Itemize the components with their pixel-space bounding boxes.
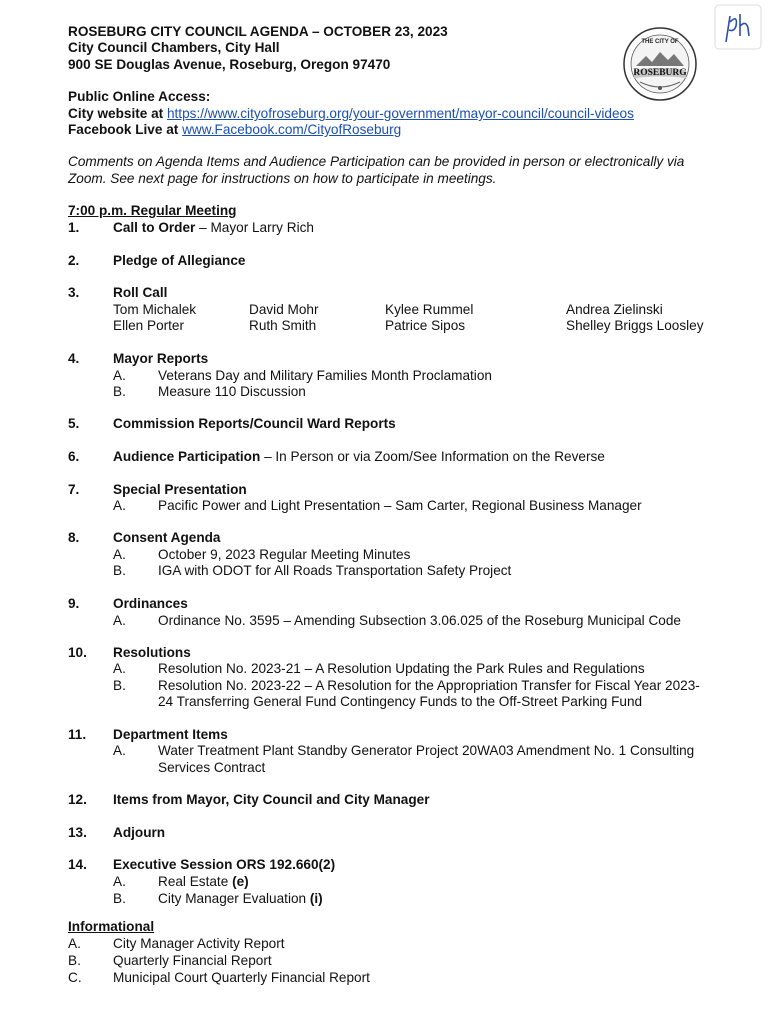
- sub-letter: A.: [113, 661, 126, 676]
- agenda-item-special-presentation: Special Presentation: [113, 482, 247, 497]
- item-detail: – Mayor Larry Rich: [195, 220, 314, 235]
- item-number: 13.: [68, 825, 87, 840]
- info-item: Quarterly Financial Report: [113, 953, 272, 968]
- agenda-item-commission-reports: Commission Reports/Council Ward Reports: [113, 416, 396, 431]
- info-item: City Manager Activity Report: [113, 936, 285, 951]
- item-number: 7.: [68, 482, 80, 497]
- ors-code: (i): [309, 891, 323, 906]
- council-member: Patrice Sipos: [385, 318, 466, 333]
- sub-item-continued: Services Contract: [158, 760, 266, 775]
- agenda-item-adjourn: Adjourn: [113, 825, 166, 840]
- facebook-label: Facebook Live at: [68, 122, 183, 137]
- sub-item-continued: 24 Transferring General Fund Contingency Funds to the Off-Street Parking Fund: [158, 694, 643, 709]
- sub-letter: A.: [113, 743, 126, 758]
- sub-letter: A.: [68, 936, 81, 951]
- svg-text:ROSEBURG: ROSEBURG: [633, 68, 687, 78]
- sub-item: [158, 874, 249, 889]
- council-member: Ellen Porter: [113, 318, 185, 333]
- info-item: Municipal Court Quarterly Financial Report: [113, 970, 370, 985]
- sub-letter: B.: [113, 891, 126, 906]
- item-number: 3.: [68, 285, 80, 300]
- sub-item: IGA with ODOT for All Roads Transportation Safety Project: [158, 563, 512, 578]
- sub-item: Water Treatment Plant Standby Generator Project 20WA03 Amendment No. 1 Consulting: [158, 743, 695, 758]
- meeting-address: 900 SE Douglas Avenue, Roseburg, Oregon 97470: [68, 57, 391, 72]
- sub-letter: C.: [68, 970, 82, 985]
- sub-item: Veterans Day and Military Families Month Proclamation: [158, 368, 492, 383]
- sub-letter: B.: [113, 384, 126, 399]
- website-line: [68, 106, 634, 121]
- sub-item-text: Real Estate: [158, 874, 233, 889]
- comments-line-1: Comments on Agenda Items and Audience Participation can be provided in person or electronically via: [68, 154, 685, 169]
- city-seal-logo: [622, 26, 698, 102]
- online-access-heading: Public Online Access:: [68, 89, 211, 104]
- sub-item: Resolution No. 2023-22 – A Resolution for the Appropriation Transfer for Fiscal Year 2023-: [158, 678, 700, 693]
- council-member: Shelley Briggs Loosley: [566, 318, 704, 333]
- sub-item: Ordinance No. 3595 – Amending Subsection 3.06.025 of the Roseburg Municipal Code: [158, 613, 681, 628]
- sub-item: Resolution No. 2023-21 – A Resolution Updating the Park Rules and Regulations: [158, 661, 645, 676]
- sub-letter: A.: [113, 874, 126, 889]
- agenda-item-pledge: Pledge of Allegiance: [113, 253, 246, 268]
- informational-heading: Informational: [68, 919, 155, 934]
- item-number: 10.: [68, 645, 87, 660]
- agenda-item-consent-agenda: Consent Agenda: [113, 530, 221, 545]
- sub-letter: A.: [113, 547, 126, 562]
- website-label: City website at: [68, 106, 167, 121]
- sub-item: October 9, 2023 Regular Meeting Minutes: [158, 547, 411, 562]
- council-member: Kylee Rummel: [385, 302, 474, 317]
- item-number: 2.: [68, 253, 80, 268]
- sub-item: Pacific Power and Light Presentation – Sam Carter, Regional Business Manager: [158, 498, 642, 513]
- sub-letter: A.: [113, 368, 126, 383]
- council-member: Andrea Zielinski: [566, 302, 663, 317]
- item-number: 1.: [68, 220, 80, 235]
- item-number: 5.: [68, 416, 80, 431]
- item-number: 4.: [68, 351, 80, 366]
- agenda-item-items-from-mayor: Items from Mayor, City Council and City Manager: [113, 792, 430, 807]
- sub-item: [158, 891, 323, 906]
- agenda-title: ROSEBURG CITY COUNCIL AGENDA – OCTOBER 23, 2023: [68, 24, 448, 39]
- item-number: 12.: [68, 792, 87, 807]
- facebook-line: [68, 122, 401, 137]
- council-member: Ruth Smith: [249, 318, 317, 333]
- council-member: David Mohr: [249, 302, 319, 317]
- item-title: Audience Participation: [113, 449, 261, 464]
- agenda-item-resolutions: Resolutions: [113, 645, 191, 660]
- meeting-location: City Council Chambers, City Hall: [68, 40, 280, 55]
- sub-item-text: City Manager Evaluation: [158, 891, 310, 906]
- item-detail: – In Person or via Zoom/See Information on the Reverse: [260, 449, 605, 464]
- sub-letter: A.: [113, 613, 126, 628]
- item-number: 14.: [68, 857, 87, 872]
- sub-letter: B.: [113, 678, 126, 693]
- agenda-item-mayor-reports: Mayor Reports: [113, 351, 209, 366]
- agenda-item-executive-session: Executive Session ORS 192.660(2): [113, 857, 336, 872]
- sub-letter: A.: [113, 498, 126, 513]
- meeting-heading: 7:00 p.m. Regular Meeting: [68, 203, 237, 218]
- sub-letter: B.: [68, 953, 81, 968]
- item-title: Call to Order: [113, 220, 196, 235]
- agenda-item-audience-participation: [113, 449, 605, 464]
- item-number: 6.: [68, 449, 80, 464]
- initials-stamp: [714, 4, 762, 50]
- facebook-link[interactable]: www.Facebook.com/CityofRoseburg: [182, 122, 402, 137]
- council-videos-link[interactable]: https://www.cityofroseburg.org/your-government/mayor-council/council-videos: [166, 106, 634, 121]
- svg-text:THE CITY OF: THE CITY OF: [641, 39, 679, 45]
- ors-code: (e): [232, 874, 249, 889]
- agenda-item-department-items: Department Items: [113, 727, 228, 742]
- item-number: 8.: [68, 530, 80, 545]
- agenda-item-roll-call: Roll Call: [113, 285, 168, 300]
- item-number: 11.: [68, 727, 87, 742]
- agenda-item-ordinances: Ordinances: [113, 596, 188, 611]
- item-number: 9.: [68, 596, 80, 611]
- comments-line-2: Zoom. See next page for instructions on how to participate in meetings.: [68, 171, 497, 186]
- council-member: Tom Michalek: [113, 302, 197, 317]
- sub-item: Measure 110 Discussion: [158, 384, 306, 399]
- sub-letter: B.: [113, 563, 126, 578]
- agenda-item-call-to-order: [113, 220, 314, 235]
